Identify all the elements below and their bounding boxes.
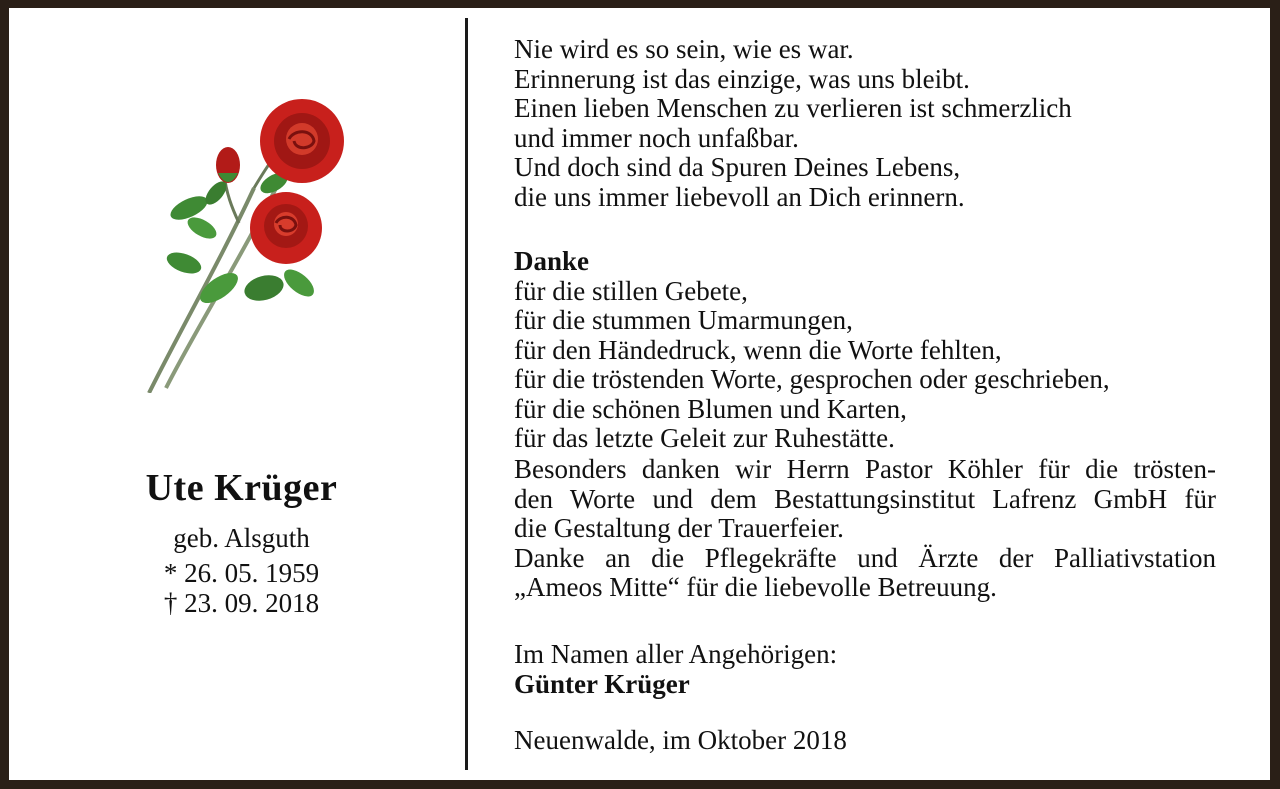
- poem-line: Und doch sind da Spuren Deines Lebens,: [514, 152, 961, 182]
- death-date: † 23. 09. 2018: [163, 588, 320, 618]
- birth-name: geb. Alsguth: [173, 523, 310, 553]
- vertical-divider: [465, 18, 468, 770]
- special-thanks-line: den Worte und dem Bestattungsinstitut Lafrenz GmbH für: [514, 483, 1216, 514]
- thanks-line: für den Händedruck, wenn die Worte fehlten,: [514, 334, 1002, 365]
- place-date: Neuenwalde, im Oktober 2018: [514, 725, 847, 755]
- obituary-card: [9, 8, 1270, 780]
- thanks-line: für die schönen Blumen und Karten,: [514, 393, 907, 424]
- poem-line: und immer noch unfaßbar.: [514, 122, 799, 153]
- signature-name: Günter Krüger: [514, 668, 690, 699]
- thanks-line: für das letzte Geleit zur Ruhestätte.: [514, 423, 895, 453]
- signature-block: [514, 640, 1216, 699]
- thanks-line: für die tröstenden Worte, gesprochen oder geschrieben,: [514, 364, 1110, 394]
- thanks-list: [514, 247, 1216, 454]
- special-thanks-line: die Gestaltung der Trauerfeier.: [514, 513, 844, 543]
- special-thanks: [514, 455, 1216, 603]
- poem-line: Erinnerung ist das einzige, was uns bleibt.: [514, 63, 970, 94]
- special-thanks-line: „Ameos Mitte“ für die liebevolle Betreuung.: [514, 572, 997, 602]
- poem: [514, 35, 1216, 212]
- thanks-heading: Danke: [514, 246, 590, 276]
- poem-line: die uns immer liebevoll an Dich erinnern.: [514, 181, 965, 212]
- rose-illustration: [144, 93, 359, 393]
- deceased-name: Ute Krüger: [145, 467, 338, 509]
- special-thanks-line: Besonders danken wir Herrn Pastor Köhler für die trösten-: [514, 454, 1216, 484]
- poem-line: Nie wird es so sein, wie es war.: [514, 34, 854, 64]
- thanks-line: für die stillen Gebete,: [514, 275, 748, 306]
- special-thanks-line: Danke an die Pflegekräfte und Ärzte der Palliativstation: [514, 542, 1216, 573]
- signature-intro: Im Namen aller Angehörigen:: [514, 639, 838, 669]
- poem-line: Einen lieben Menschen zu verlieren ist schmerzlich: [514, 93, 1072, 123]
- birth-date: * 26. 05. 1959: [163, 558, 320, 588]
- thanks-line: für die stummen Umarmungen,: [514, 305, 853, 335]
